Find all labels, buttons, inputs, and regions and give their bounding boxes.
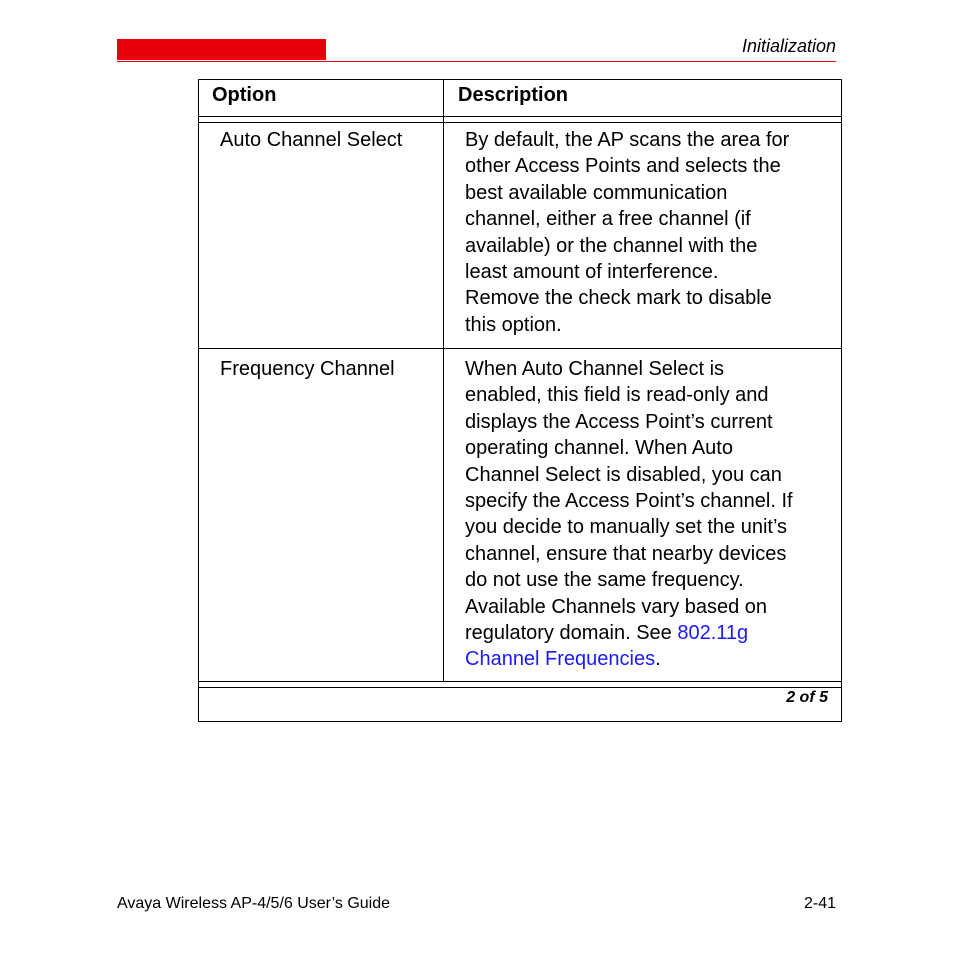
description-auto-channel-select: [465, 127, 835, 338]
header-rule-line-2: [199, 122, 841, 123]
table-bottom-rule-2: [199, 687, 841, 688]
description-line: channel, either a free channel (if: [465, 208, 751, 231]
description-line: you decide to manually set the unit’s: [465, 516, 788, 539]
column-header-option: Option: [212, 84, 277, 106]
column-divider: [443, 80, 444, 681]
row-divider: [199, 348, 841, 349]
description-line-with-link: [465, 646, 835, 672]
column-header-description: Description: [458, 84, 569, 106]
description-line: When Auto Channel Select is: [465, 358, 725, 380]
description-line: best available communication: [465, 181, 728, 204]
description-line: channel, ensure that nearby devices: [465, 542, 787, 565]
description-line: Available Channels vary based on: [465, 595, 768, 618]
description-line: By default, the AP scans the area for: [465, 129, 790, 151]
description-line-with-link: [465, 620, 835, 646]
footer-page-number: 2-41: [803, 895, 836, 912]
header-red-bar: [117, 39, 326, 60]
description-line: specify the Access Point’s channel. If: [465, 490, 793, 513]
description-line: this option.: [465, 313, 562, 336]
table-bottom-rule-1: [199, 681, 841, 682]
section-title: Initialization: [741, 36, 836, 56]
table-page-indicator: 2 of 5: [786, 689, 828, 706]
description-line: least amount of interference.: [465, 261, 719, 284]
description-line: enabled, this field is read-only and: [465, 384, 769, 407]
header-rule-line-1: [199, 116, 841, 117]
description-line: Remove the check mark to disable: [465, 287, 772, 310]
channel-frequencies-link-part-1[interactable]: 802.11g: [677, 622, 749, 645]
description-text: regulatory domain. See: [465, 622, 678, 645]
footer-guide-title: Avaya Wireless AP-4/5/6 User’s Guide: [117, 895, 391, 912]
description-frequency-channel: [465, 356, 835, 673]
option-frequency-channel: Frequency Channel: [220, 358, 395, 380]
description-line: other Access Points and selects the: [465, 155, 781, 178]
option-auto-channel-select: Auto Channel Select: [220, 129, 403, 151]
description-line: do not use the same frequency.: [465, 569, 744, 592]
description-line: available) or the channel with the: [465, 234, 758, 257]
header-rule: [117, 61, 836, 62]
channel-frequencies-link-part-2[interactable]: Channel Frequencies: [465, 648, 656, 671]
description-line: operating channel. When Auto: [465, 437, 733, 460]
description-line: displays the Access Point’s current: [465, 410, 773, 433]
trailing-punctuation: .: [655, 648, 661, 671]
description-line: Channel Select is disabled, you can: [465, 463, 782, 486]
